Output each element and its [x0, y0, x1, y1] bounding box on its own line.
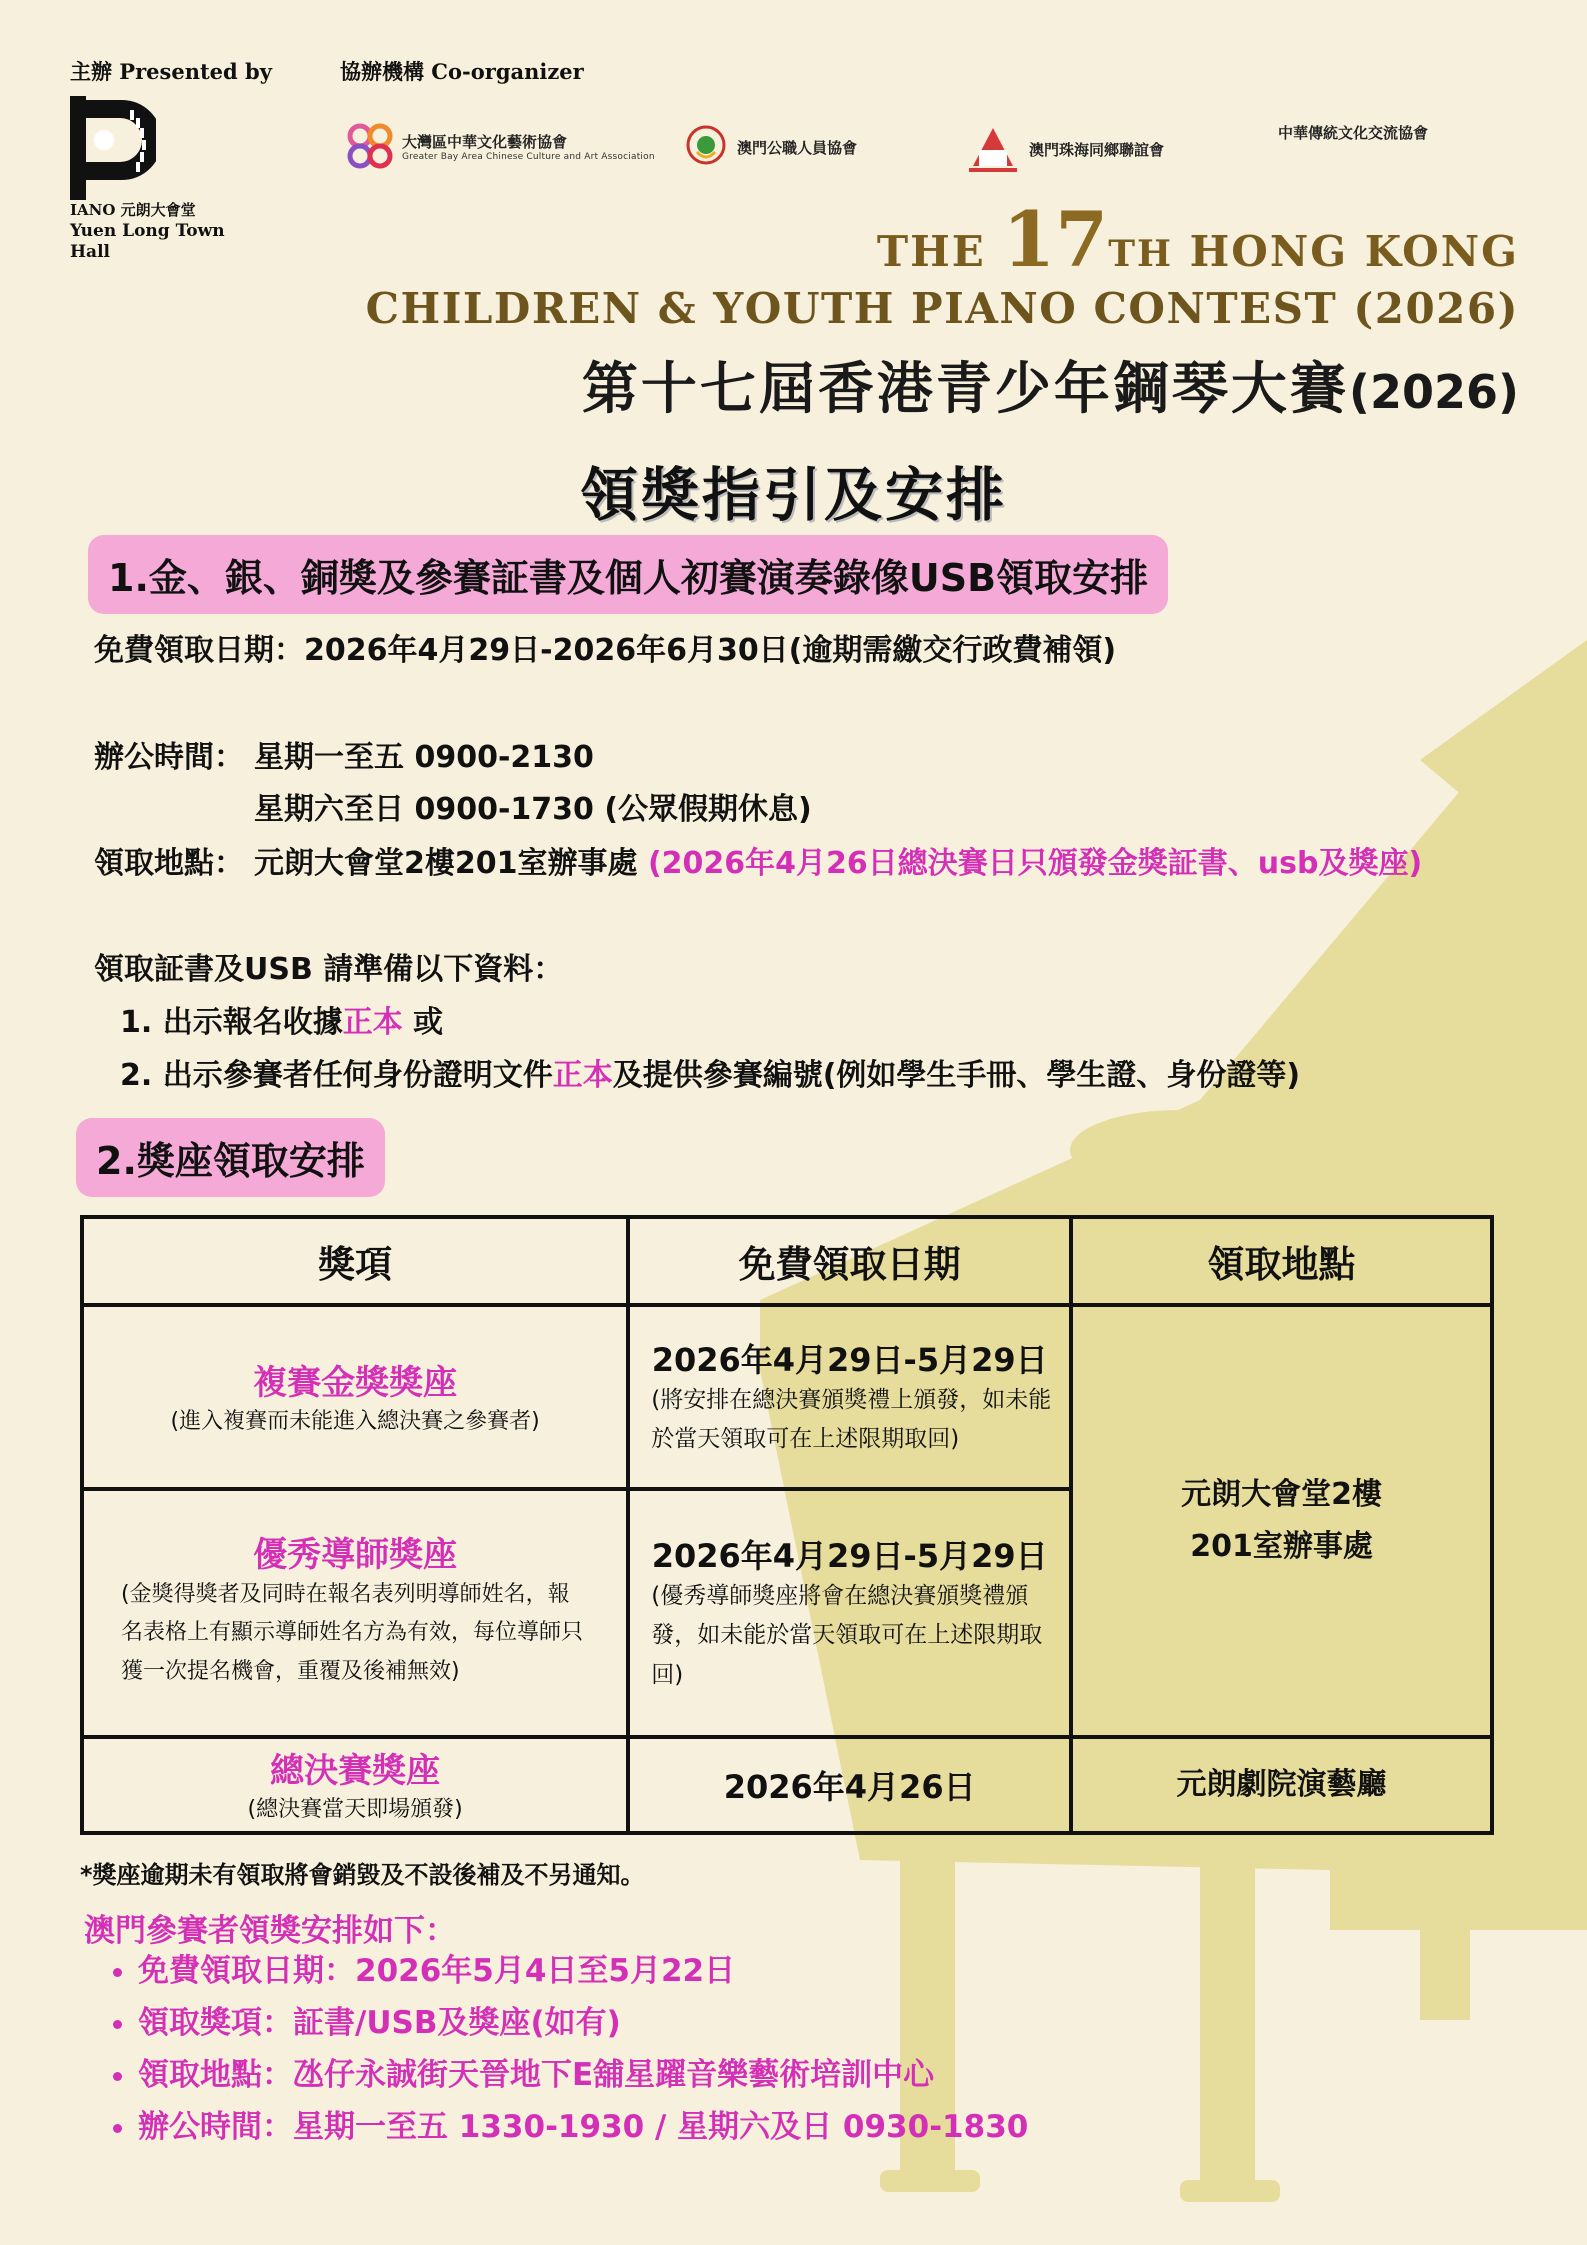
host-name-en: Yuen Long Town Hall [70, 221, 225, 262]
title-ordinal: TH [1108, 233, 1173, 275]
prize-name: 優秀導師獎座 [253, 1534, 458, 1575]
office-hours-label: 辦公時間： [94, 740, 244, 775]
header-date: 免費領取日期 [628, 1217, 1071, 1305]
venue-cell: 元朗劇院演藝廳 [1071, 1737, 1492, 1833]
macau-civil-name: 澳門公職人員協會 [737, 138, 858, 157]
table-header-row [82, 1217, 1492, 1305]
co-organizer-label: 協辦機構 Co-organizer [340, 59, 584, 84]
title-en-line1 [877, 195, 1519, 284]
title-number: 17 [1002, 195, 1109, 284]
gba-name-en: Greater Bay Area Chinese Culture and Art Association [402, 151, 655, 162]
prize-note: (總決賽當天即場頒發) [247, 1796, 463, 1822]
requirement-2-detail: 及提供參賽編號(例如學生手冊、學生證、身份證等) [612, 1058, 1301, 1093]
co-organizer-chinese-culture [1278, 122, 1428, 143]
gba-name: 大灣區中華文化藝術協會 [402, 132, 568, 151]
prize-cell [82, 1305, 628, 1489]
host-logo [70, 96, 270, 263]
table-row [82, 1305, 1492, 1489]
requirement-2 [120, 1050, 1300, 1094]
prize-cell [82, 1489, 628, 1737]
section1-heading: 1.金、銀、銅獎及參賽証書及個人初賽演奏錄像USB領取安排 [88, 535, 1168, 614]
macau-list [104, 1945, 1028, 2153]
presented-by-label: 主辦 Presented by [70, 59, 272, 84]
date-note: (將安排在總決賽頒獎禮上頒發，如未能於當天領取可在上述限期取回) [651, 1386, 1052, 1452]
gba-logo-icon [346, 122, 394, 170]
co-organizer-gba [346, 122, 655, 170]
office-hours-weekday: 星期一至五 0900-2130 [254, 740, 594, 775]
macau-civil-logo-icon [683, 122, 729, 172]
date-range: 2026年4月29日-5月29日 [651, 1340, 1048, 1379]
co-organizer-macau-zhuhai [965, 122, 1164, 176]
macau-zhuhai-logo-icon [965, 122, 1021, 176]
date-cell: 2026年4月26日 [628, 1737, 1071, 1833]
host-name-cn: IANO 元朗大會堂 [70, 201, 196, 219]
prize-name: 複賽金獎獎座 [253, 1362, 458, 1403]
requirement-2-text: 2. 出示參賽者任何身份證明文件 [120, 1058, 553, 1093]
date-range: 2026年4月29日-5月29日 [651, 1537, 1048, 1576]
table-row [82, 1737, 1492, 1833]
document-title: 領獎指引及安排 [579, 461, 1007, 529]
prize-note: (進入複賽而未能進入總決賽之參賽者) [170, 1408, 540, 1434]
awards-table [80, 1215, 1494, 1835]
title-en-line2: CHILDREN & YOUTH PIANO CONTEST (2026) [365, 284, 1519, 333]
venue-cell [1071, 1305, 1492, 1737]
title-cn-year: (2026) [1348, 365, 1519, 419]
date-cell [628, 1305, 1071, 1489]
requirement-1-original: 正本 [342, 1005, 403, 1040]
list-item: • 領取獎項：証書/USB及獎座(如有) [138, 1997, 1028, 2049]
office-hours-weekend: 星期六至日 0900-1730 (公眾假期休息) [254, 792, 812, 827]
list-item: • 辦公時間：星期一至五 1330-1930 / 星期六及日 0930-1830 [138, 2101, 1028, 2153]
prepare-heading: 領取証書及USB 請準備以下資料： [94, 952, 564, 987]
location-label: 領取地點： [94, 846, 244, 881]
macau-heading: 澳門參賽者領獎安排如下： [84, 1913, 456, 1949]
requirement-1 [120, 997, 443, 1041]
requirement-2-original: 正本 [552, 1058, 613, 1093]
title-cn [582, 345, 1519, 425]
date-note: (優秀導師獎座將會在總決賽頒獎禮頒發，如未能於當天領取可在上述限期取回) [651, 1583, 1043, 1688]
requirement-1-or: 或 [402, 1005, 444, 1040]
list-item: • 領取地點：氹仔永誠街天晉地下E舖星躍音樂藝術培訓中心 [138, 2049, 1028, 2101]
macau-zhuhai-name: 澳門珠海同鄉聯誼會 [1029, 140, 1165, 159]
prize-note: (金獎得獎者及同時在報名表列明導師姓名，報名表格上有顯示導師姓名方為有效，每位導師只獲一次提名機會，重覆及後補無效) [121, 1581, 584, 1684]
section2-heading: 2.獎座領取安排 [76, 1118, 385, 1197]
header-location: 領取地點 [1071, 1217, 1492, 1305]
prize-name: 總決賽獎座 [270, 1750, 441, 1791]
location-line [254, 838, 1422, 882]
title-hong-kong: HONG KONG [1189, 227, 1519, 276]
title-the: THE [876, 227, 986, 276]
piano-logo-icon [70, 96, 156, 200]
free-collection-period: 免費領取日期：2026年4月29日-2026年6月30日(逾期需繳交行政費補領) [94, 633, 1117, 668]
location-note: (2026年4月26日總決賽日只頒發金獎証書、usb及獎座) [647, 846, 1423, 881]
requirement-1-text: 1. 出示報名收據 [120, 1005, 343, 1040]
venue-line-2: 201室辦事處 [1190, 1529, 1373, 1564]
venue-line-1: 元朗大會堂2樓 [1181, 1476, 1382, 1512]
header-prize: 獎項 [82, 1217, 628, 1305]
chinese-culture-name: 中華傳統文化交流協會 [1278, 124, 1429, 142]
title-cn-text: 第十七屆香港青少年鋼琴大賽 [581, 357, 1349, 422]
location-text: 元朗大會堂2樓201室辦事處 [254, 846, 638, 881]
date-cell [628, 1489, 1071, 1737]
prize-cell [82, 1737, 628, 1833]
co-organizer-macau-civil [683, 122, 857, 172]
trophy-footnote: *獎座逾期未有領取將會銷毀及不設後補及不另通知。 [80, 1861, 645, 1889]
list-item: • 免費領取日期：2026年5月4日至5月22日 [138, 1945, 1028, 1997]
